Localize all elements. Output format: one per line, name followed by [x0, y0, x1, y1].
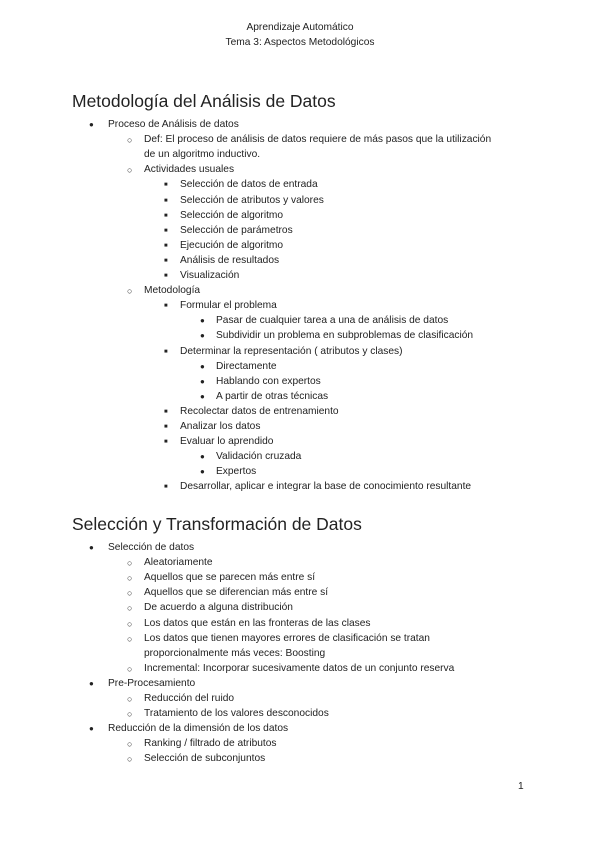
list-item: Selección de parámetros [180, 224, 293, 236]
list-item: Selección de datos de entrada [180, 179, 318, 191]
bullet-icon: ● [200, 331, 205, 341]
circle-bullet-icon: ○ [127, 694, 133, 704]
list-item: Pasar de cualquier tarea a una de análisis de datos [216, 315, 449, 327]
list-item: Formular el problema [180, 300, 277, 312]
page-number: 1 [518, 781, 524, 792]
square-bullet-icon: ■ [164, 197, 168, 204]
circle-bullet-icon: ○ [127, 754, 133, 765]
list-item: Reducción del ruido [144, 693, 235, 704]
list-item: Los datos que tienen mayores errores de clasificación se tratan [144, 632, 430, 644]
circle-bullet-icon: ○ [127, 663, 133, 674]
circle-bullet-icon: ○ [127, 618, 133, 629]
circle-bullet-icon: ○ [127, 558, 133, 569]
bullet-icon: ● [200, 391, 205, 401]
course-title: Aprendizaje Automático [246, 22, 354, 33]
list-item: Ejecución de algoritmo [180, 239, 284, 251]
square-bullet-icon: ■ [164, 182, 168, 189]
list-item-continuation: de un algoritmo inductivo. [144, 149, 261, 161]
bullet-icon: ● [200, 316, 205, 326]
square-bullet-icon: ■ [164, 348, 168, 355]
list-item: Evaluar lo aprendido [180, 436, 274, 448]
square-bullet-icon: ■ [164, 257, 168, 264]
list-item: Aleatoriamente [144, 557, 213, 569]
bullet-icon: ● [89, 724, 94, 734]
list-item: De acuerdo a alguna distribución [144, 602, 293, 614]
topic-title: Tema 3: Aspectos Metodológicos [225, 37, 375, 48]
list-item: Def: El proceso de análisis de datos requiere de más pasos que la utilización [144, 134, 492, 146]
section-heading: Metodología del Análisis de Datos [72, 91, 336, 111]
square-bullet-icon: ■ [164, 242, 168, 249]
square-bullet-icon: ■ [164, 273, 168, 279]
bullet-icon: ● [89, 543, 94, 552]
list-item-continuation: proporcionalmente más veces: Boosting [144, 647, 326, 659]
circle-bullet-icon: ○ [127, 603, 133, 614]
bullet-icon: ● [200, 467, 205, 477]
circle-bullet-icon: ○ [127, 588, 133, 599]
list-item: Visualización [180, 270, 240, 281]
list-item: Directamente [216, 360, 277, 372]
list-item: Selección de datos [108, 542, 195, 553]
square-bullet-icon: ■ [164, 227, 168, 234]
square-bullet-icon: ■ [164, 212, 168, 219]
list-item: Pre-Procesamiento [108, 677, 196, 689]
section-heading: Selección y Transformación de Datos [72, 514, 362, 534]
list-item: Incremental: Incorporar sucesivamente datos de un conjunto reserva [144, 662, 455, 674]
list-item: Actividades usuales [144, 164, 235, 176]
circle-bullet-icon: ○ [127, 135, 133, 146]
bullet-icon: ● [200, 361, 205, 371]
list-item: Analizar los datos [180, 421, 261, 432]
list-item: Los datos que están en las fronteras de las clases [144, 617, 371, 629]
circle-bullet-icon: ○ [127, 286, 133, 297]
page-header [0, 20, 600, 50]
list-item: Determinar la representación ( atributos y clases) [180, 345, 403, 357]
list-item: Selección de atributos y valores [180, 194, 324, 206]
list-item: Tratamiento de los valores desconocidos [144, 708, 329, 720]
list-item: Aquellos que se parecen más entre sí [144, 572, 316, 584]
list-item: Aquellos que se diferencian más entre sí [144, 587, 329, 599]
square-bullet-icon: ■ [164, 424, 168, 430]
circle-bullet-icon: ○ [127, 165, 133, 176]
list-item: Metodología [144, 285, 201, 297]
circle-bullet-icon: ○ [127, 739, 133, 750]
square-bullet-icon: ■ [164, 484, 168, 491]
list-item: Proceso de Análisis de datos [108, 119, 239, 130]
bullet-icon: ● [200, 376, 205, 386]
square-bullet-icon: ■ [164, 303, 168, 310]
circle-bullet-icon: ○ [127, 573, 133, 584]
list-item: Reducción de la dimensión de los datos [108, 723, 289, 735]
circle-bullet-icon: ○ [127, 709, 133, 720]
list-item: Validación cruzada [216, 451, 302, 463]
list-item: Selección de subconjuntos [144, 753, 266, 765]
list-item: Selección de algoritmo [180, 209, 284, 221]
list-item: Desarrollar, aplicar e integrar la base de conocimiento resultante [180, 481, 472, 493]
list-item: Recolectar datos de entrenamiento [180, 405, 339, 417]
list-item: Ranking / filtrado de atributos [144, 738, 277, 750]
bullet-icon: ● [200, 452, 205, 462]
circle-bullet-icon: ○ [127, 633, 133, 644]
bullet-icon: ● [89, 678, 94, 688]
list-item: Hablando con expertos [216, 375, 321, 387]
list-item: Subdividir un problema en subproblemas de clasificación [216, 330, 474, 342]
square-bullet-icon: ■ [164, 408, 168, 415]
list-item: A partir de otras técnicas [216, 390, 329, 402]
list-item: Expertos [216, 466, 257, 478]
bullet-icon: ● [89, 120, 94, 129]
square-bullet-icon: ■ [164, 439, 168, 446]
list-item: Análisis de resultados [180, 254, 280, 266]
